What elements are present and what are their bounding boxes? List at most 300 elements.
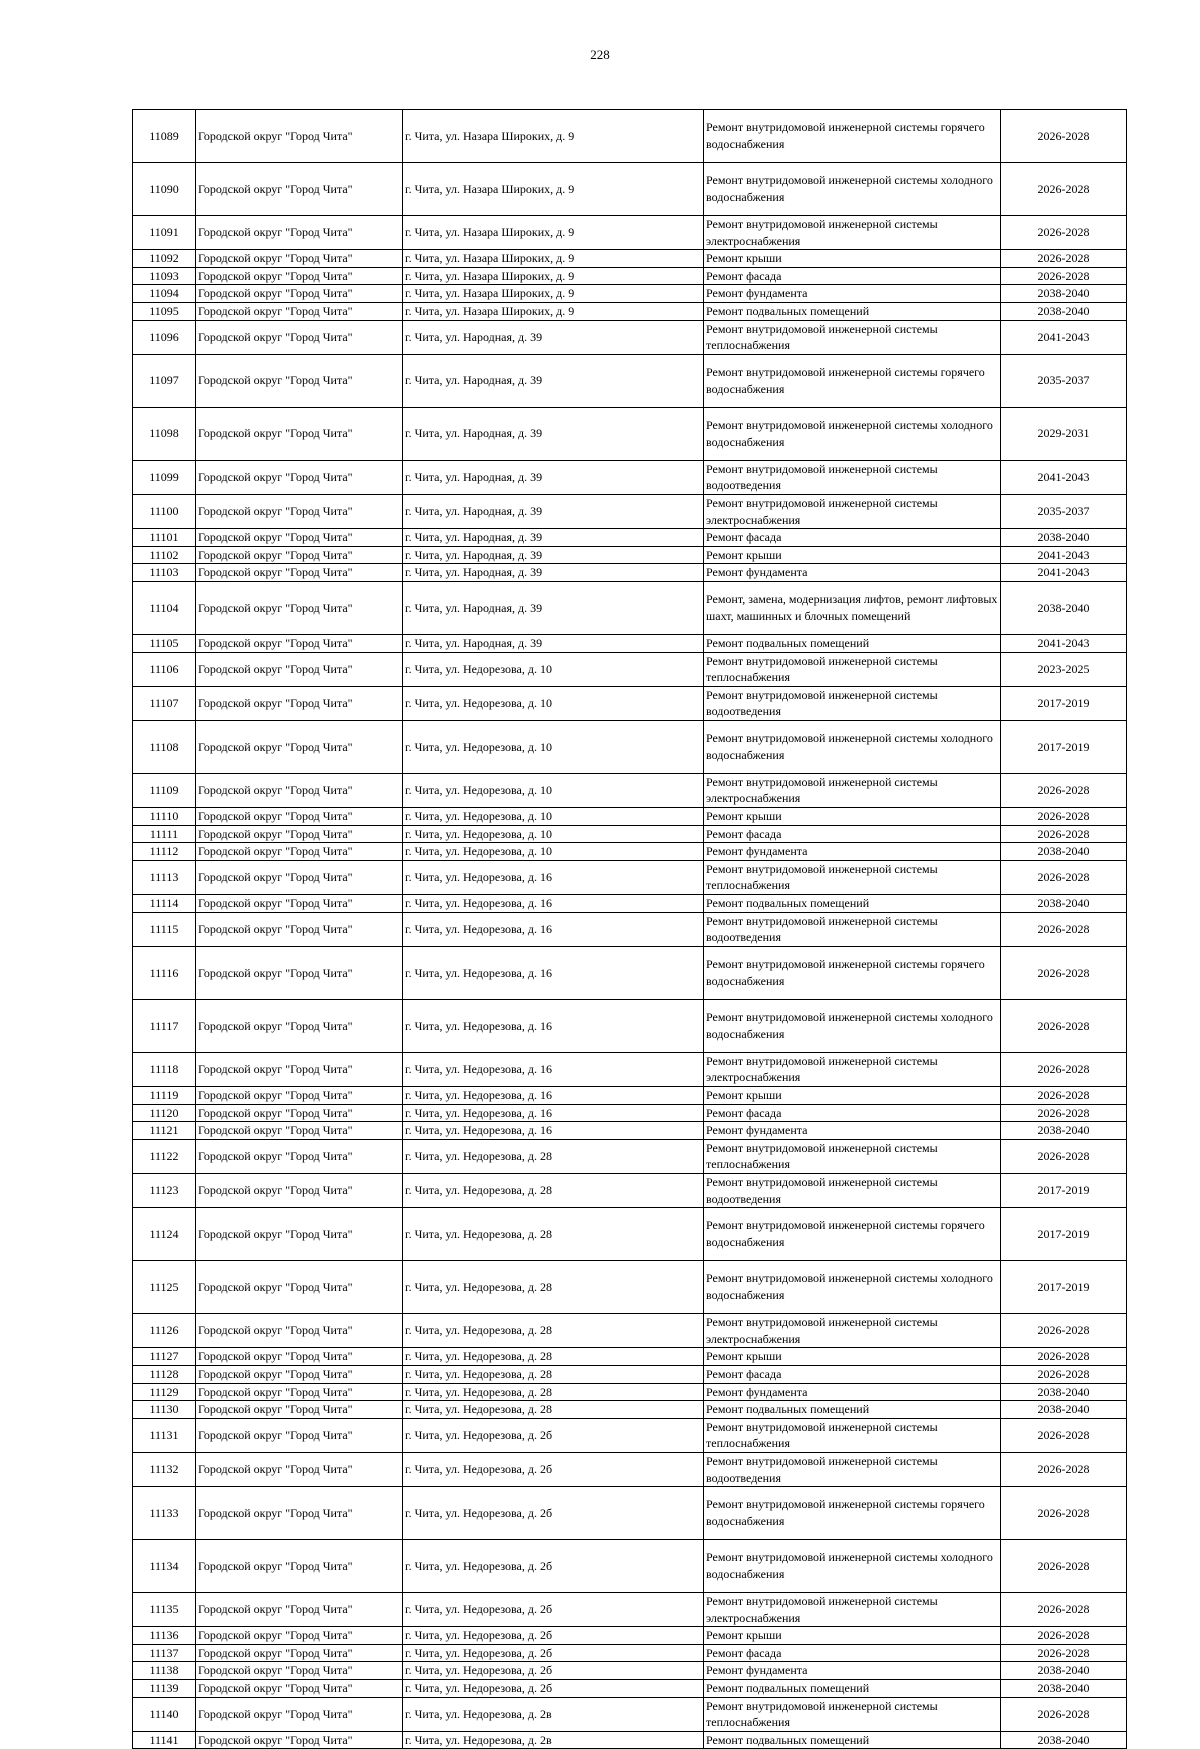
row-number-cell: 11106	[133, 652, 196, 686]
address-cell: г. Чита, ул. Назара Широких, д. 9	[403, 267, 704, 285]
row-number-cell: 11133	[133, 1487, 196, 1540]
municipality-cell: Городской округ "Город Чита"	[196, 808, 403, 826]
work-type-cell: Ремонт фундамента	[704, 285, 1001, 303]
period-cell: 2026-2028	[1001, 1104, 1127, 1122]
municipality-cell: Городской округ "Город Чита"	[196, 686, 403, 720]
address-cell: г. Чита, ул. Недорезова, д. 2в	[403, 1697, 704, 1731]
period-cell: 2038-2040	[1001, 529, 1127, 547]
address-cell: г. Чита, ул. Недорезова, д. 10	[403, 652, 704, 686]
period-cell: 2017-2019	[1001, 686, 1127, 720]
period-cell: 2026-2028	[1001, 1452, 1127, 1486]
work-type-cell: Ремонт фасада	[704, 1644, 1001, 1662]
table-row	[133, 250, 1127, 268]
period-cell: 2017-2019	[1001, 1261, 1127, 1314]
table-row	[133, 1261, 1127, 1314]
table-row	[133, 1593, 1127, 1627]
municipality-cell: Городской округ "Город Чита"	[196, 1401, 403, 1419]
period-cell: 2026-2028	[1001, 825, 1127, 843]
table-row	[133, 1208, 1127, 1261]
municipality-cell: Городской округ "Город Чита"	[196, 1627, 403, 1645]
period-cell: 2026-2028	[1001, 1418, 1127, 1452]
table-row	[133, 267, 1127, 285]
municipality-cell: Городской округ "Город Чита"	[196, 1662, 403, 1680]
work-type-cell: Ремонт внутридомовой инженерной системы горячего водоснабжения	[704, 354, 1001, 407]
table-row	[133, 546, 1127, 564]
table-row	[133, 1697, 1127, 1731]
period-cell: 2026-2028	[1001, 250, 1127, 268]
work-type-cell: Ремонт крыши	[704, 808, 1001, 826]
table-row	[133, 1365, 1127, 1383]
row-number-cell: 11128	[133, 1365, 196, 1383]
table-row	[133, 1122, 1127, 1140]
period-cell: 2038-2040	[1001, 1401, 1127, 1419]
period-cell: 2026-2028	[1001, 1697, 1127, 1731]
row-number-cell: 11137	[133, 1644, 196, 1662]
period-cell: 2026-2028	[1001, 912, 1127, 946]
period-cell: 2017-2019	[1001, 1173, 1127, 1207]
row-number-cell: 11126	[133, 1314, 196, 1348]
period-cell: 2026-2028	[1001, 1052, 1127, 1086]
table-row	[133, 320, 1127, 354]
work-type-cell: Ремонт внутридомовой инженерной системы холодного водоснабжения	[704, 163, 1001, 216]
work-type-cell: Ремонт, замена, модернизация лифтов, ремонт лифтовых шахт, машинных и блочных помещений	[704, 581, 1001, 634]
address-cell: г. Чита, ул. Недорезова, д. 10	[403, 808, 704, 826]
municipality-cell: Городской округ "Город Чита"	[196, 267, 403, 285]
period-cell: 2026-2028	[1001, 1365, 1127, 1383]
period-cell: 2026-2028	[1001, 860, 1127, 894]
row-number-cell: 11134	[133, 1540, 196, 1593]
municipality-cell: Городской округ "Город Чита"	[196, 110, 403, 163]
period-cell: 2038-2040	[1001, 1122, 1127, 1140]
row-number-cell: 11095	[133, 302, 196, 320]
period-cell: 2038-2040	[1001, 1731, 1127, 1749]
table-row	[133, 494, 1127, 528]
address-cell: г. Чита, ул. Недорезова, д. 10	[403, 843, 704, 861]
work-type-cell: Ремонт фасада	[704, 1104, 1001, 1122]
table-row	[133, 1314, 1127, 1348]
address-cell: г. Чита, ул. Назара Широких, д. 9	[403, 250, 704, 268]
work-type-cell: Ремонт внутридомовой инженерной системы электроснабжения	[704, 1052, 1001, 1086]
address-cell: г. Чита, ул. Недорезова, д. 10	[403, 773, 704, 807]
municipality-cell: Городской округ "Город Чита"	[196, 1644, 403, 1662]
period-cell: 2017-2019	[1001, 720, 1127, 773]
period-cell: 2038-2040	[1001, 285, 1127, 303]
address-cell: г. Чита, ул. Недорезова, д. 16	[403, 1052, 704, 1086]
row-number-cell: 11127	[133, 1348, 196, 1366]
row-number-cell: 11136	[133, 1627, 196, 1645]
municipality-cell: Городской округ "Город Чита"	[196, 564, 403, 582]
table-row	[133, 1662, 1127, 1680]
table-row	[133, 1401, 1127, 1419]
municipality-cell: Городской округ "Город Чита"	[196, 634, 403, 652]
municipality-cell: Городской округ "Город Чита"	[196, 773, 403, 807]
period-cell: 2026-2028	[1001, 946, 1127, 999]
work-type-cell: Ремонт фасада	[704, 1365, 1001, 1383]
municipality-cell: Городской округ "Город Чита"	[196, 1139, 403, 1173]
work-type-cell: Ремонт внутридомовой инженерной системы водоотведения	[704, 1452, 1001, 1486]
work-type-cell: Ремонт внутридомовой инженерной системы теплоснабжения	[704, 320, 1001, 354]
address-cell: г. Чита, ул. Народная, д. 39	[403, 564, 704, 582]
address-cell: г. Чита, ул. Недорезова, д. 16	[403, 895, 704, 913]
address-cell: г. Чита, ул. Назара Широких, д. 9	[403, 163, 704, 216]
work-type-cell: Ремонт внутридомовой инженерной системы водоотведения	[704, 686, 1001, 720]
address-cell: г. Чита, ул. Народная, д. 39	[403, 634, 704, 652]
period-cell: 2038-2040	[1001, 581, 1127, 634]
address-cell: г. Чита, ул. Недорезова, д. 16	[403, 912, 704, 946]
row-number-cell: 11101	[133, 529, 196, 547]
municipality-cell: Городской округ "Город Чита"	[196, 460, 403, 494]
municipality-cell: Городской округ "Город Чита"	[196, 1418, 403, 1452]
address-cell: г. Чита, ул. Недорезова, д. 28	[403, 1401, 704, 1419]
work-type-cell: Ремонт крыши	[704, 1627, 1001, 1645]
table-row	[133, 529, 1127, 547]
address-cell: г. Чита, ул. Недорезова, д. 2в	[403, 1731, 704, 1749]
row-number-cell: 11116	[133, 946, 196, 999]
table-row	[133, 581, 1127, 634]
municipality-cell: Городской округ "Город Чита"	[196, 912, 403, 946]
municipality-cell: Городской округ "Город Чита"	[196, 1348, 403, 1366]
table-row	[133, 1627, 1127, 1645]
work-type-cell: Ремонт фундамента	[704, 1122, 1001, 1140]
period-cell: 2041-2043	[1001, 546, 1127, 564]
address-cell: г. Чита, ул. Народная, д. 39	[403, 529, 704, 547]
period-cell: 2026-2028	[1001, 999, 1127, 1052]
table-row	[133, 163, 1127, 216]
work-type-cell: Ремонт внутридомовой инженерной системы электроснабжения	[704, 1593, 1001, 1627]
address-cell: г. Чита, ул. Недорезова, д. 2б	[403, 1644, 704, 1662]
work-type-cell: Ремонт крыши	[704, 250, 1001, 268]
row-number-cell: 11110	[133, 808, 196, 826]
row-number-cell: 11096	[133, 320, 196, 354]
table-row	[133, 999, 1127, 1052]
municipality-cell: Городской округ "Город Чита"	[196, 1052, 403, 1086]
period-cell: 2041-2043	[1001, 634, 1127, 652]
address-cell: г. Чита, ул. Недорезова, д. 10	[403, 720, 704, 773]
address-cell: г. Чита, ул. Недорезова, д. 16	[403, 999, 704, 1052]
work-type-cell: Ремонт внутридомовой инженерной системы водоотведения	[704, 460, 1001, 494]
municipality-cell: Городской округ "Город Чита"	[196, 825, 403, 843]
address-cell: г. Чита, ул. Недорезова, д. 10	[403, 686, 704, 720]
row-number-cell: 11123	[133, 1173, 196, 1207]
row-number-cell: 11111	[133, 825, 196, 843]
row-number-cell: 11104	[133, 581, 196, 634]
address-cell: г. Чита, ул. Народная, д. 39	[403, 494, 704, 528]
address-cell: г. Чита, ул. Назара Широких, д. 9	[403, 302, 704, 320]
row-number-cell: 11114	[133, 895, 196, 913]
address-cell: г. Чита, ул. Недорезова, д. 2б	[403, 1680, 704, 1698]
table-row	[133, 1644, 1127, 1662]
row-number-cell: 11129	[133, 1383, 196, 1401]
period-cell: 2026-2028	[1001, 1087, 1127, 1105]
municipality-cell: Городской округ "Город Чита"	[196, 354, 403, 407]
table-row	[133, 1348, 1127, 1366]
period-cell: 2026-2028	[1001, 163, 1127, 216]
work-type-cell: Ремонт подвальных помещений	[704, 1680, 1001, 1698]
row-number-cell: 11135	[133, 1593, 196, 1627]
table-row	[133, 216, 1127, 250]
municipality-cell: Городской округ "Город Чита"	[196, 860, 403, 894]
row-number-cell: 11090	[133, 163, 196, 216]
address-cell: г. Чита, ул. Недорезова, д. 2б	[403, 1418, 704, 1452]
work-type-cell: Ремонт внутридомовой инженерной системы теплоснабжения	[704, 1418, 1001, 1452]
work-type-cell: Ремонт крыши	[704, 1348, 1001, 1366]
table-row	[133, 1139, 1127, 1173]
table-row	[133, 285, 1127, 303]
municipality-cell: Городской округ "Город Чита"	[196, 1173, 403, 1207]
work-type-cell: Ремонт внутридомовой инженерной системы холодного водоснабжения	[704, 999, 1001, 1052]
municipality-cell: Городской округ "Город Чита"	[196, 1731, 403, 1749]
address-cell: г. Чита, ул. Народная, д. 39	[403, 354, 704, 407]
municipality-cell: Городской округ "Город Чита"	[196, 1365, 403, 1383]
work-type-cell: Ремонт подвальных помещений	[704, 634, 1001, 652]
row-number-cell: 11120	[133, 1104, 196, 1122]
address-cell: г. Чита, ул. Недорезова, д. 2б	[403, 1540, 704, 1593]
municipality-cell: Городской округ "Город Чита"	[196, 407, 403, 460]
work-type-cell: Ремонт внутридомовой инженерной системы электроснабжения	[704, 1314, 1001, 1348]
work-type-cell: Ремонт внутридомовой инженерной системы водоотведения	[704, 1173, 1001, 1207]
address-cell: г. Чита, ул. Недорезова, д. 28	[403, 1139, 704, 1173]
table-row	[133, 1452, 1127, 1486]
work-type-cell: Ремонт крыши	[704, 1087, 1001, 1105]
address-cell: г. Чита, ул. Недорезова, д. 2б	[403, 1662, 704, 1680]
municipality-cell: Городской округ "Город Чита"	[196, 302, 403, 320]
address-cell: г. Чита, ул. Назара Широких, д. 9	[403, 285, 704, 303]
address-cell: г. Чита, ул. Недорезова, д. 28	[403, 1348, 704, 1366]
row-number-cell: 11115	[133, 912, 196, 946]
table-row	[133, 825, 1127, 843]
address-cell: г. Чита, ул. Народная, д. 39	[403, 546, 704, 564]
period-cell: 2026-2028	[1001, 1627, 1127, 1645]
municipality-cell: Городской округ "Город Чита"	[196, 1452, 403, 1486]
work-type-cell: Ремонт фундамента	[704, 843, 1001, 861]
row-number-cell: 11089	[133, 110, 196, 163]
address-cell: г. Чита, ул. Народная, д. 39	[403, 581, 704, 634]
row-number-cell: 11139	[133, 1680, 196, 1698]
work-type-cell: Ремонт внутридомовой инженерной системы электроснабжения	[704, 216, 1001, 250]
address-cell: г. Чита, ул. Недорезова, д. 16	[403, 946, 704, 999]
work-type-cell: Ремонт внутридомовой инженерной системы холодного водоснабжения	[704, 1261, 1001, 1314]
period-cell: 2035-2037	[1001, 354, 1127, 407]
municipality-cell: Городской округ "Город Чита"	[196, 1087, 403, 1105]
municipality-cell: Городской округ "Город Чита"	[196, 843, 403, 861]
row-number-cell: 11140	[133, 1697, 196, 1731]
row-number-cell: 11097	[133, 354, 196, 407]
address-cell: г. Чита, ул. Назара Широких, д. 9	[403, 216, 704, 250]
municipality-cell: Городской округ "Город Чита"	[196, 1680, 403, 1698]
work-type-cell: Ремонт внутридомовой инженерной системы горячего водоснабжения	[704, 1487, 1001, 1540]
work-type-cell: Ремонт крыши	[704, 546, 1001, 564]
municipality-cell: Городской округ "Город Чита"	[196, 1261, 403, 1314]
row-number-cell: 11118	[133, 1052, 196, 1086]
municipality-cell: Городской округ "Город Чита"	[196, 581, 403, 634]
period-cell: 2038-2040	[1001, 1383, 1127, 1401]
municipality-cell: Городской округ "Город Чита"	[196, 1208, 403, 1261]
work-type-cell: Ремонт фундамента	[704, 564, 1001, 582]
period-cell: 2041-2043	[1001, 460, 1127, 494]
address-cell: г. Чита, ул. Народная, д. 39	[403, 407, 704, 460]
row-number-cell: 11132	[133, 1452, 196, 1486]
table-row	[133, 1540, 1127, 1593]
municipality-cell: Городской округ "Город Чита"	[196, 1487, 403, 1540]
row-number-cell: 11117	[133, 999, 196, 1052]
row-number-cell: 11122	[133, 1139, 196, 1173]
period-cell: 2026-2028	[1001, 110, 1127, 163]
row-number-cell: 11109	[133, 773, 196, 807]
work-type-cell: Ремонт подвальных помещений	[704, 895, 1001, 913]
work-type-cell: Ремонт внутридомовой инженерной системы электроснабжения	[704, 773, 1001, 807]
table-row	[133, 1731, 1127, 1749]
work-type-cell: Ремонт внутридомовой инженерной системы холодного водоснабжения	[704, 720, 1001, 773]
address-cell: г. Чита, ул. Назара Широких, д. 9	[403, 110, 704, 163]
work-type-cell: Ремонт внутридомовой инженерной системы горячего водоснабжения	[704, 1208, 1001, 1261]
work-type-cell: Ремонт подвальных помещений	[704, 1731, 1001, 1749]
address-cell: г. Чита, ул. Недорезова, д. 28	[403, 1383, 704, 1401]
row-number-cell: 11091	[133, 216, 196, 250]
work-type-cell: Ремонт внутридомовой инженерной системы электроснабжения	[704, 494, 1001, 528]
municipality-cell: Городской округ "Город Чита"	[196, 250, 403, 268]
address-cell: г. Чита, ул. Недорезова, д. 2б	[403, 1487, 704, 1540]
registry-table	[132, 109, 1127, 1749]
municipality-cell: Городской округ "Город Чита"	[196, 529, 403, 547]
municipality-cell: Городской округ "Город Чита"	[196, 999, 403, 1052]
row-number-cell: 11130	[133, 1401, 196, 1419]
work-type-cell: Ремонт фасада	[704, 825, 1001, 843]
period-cell: 2026-2028	[1001, 1593, 1127, 1627]
row-number-cell: 11119	[133, 1087, 196, 1105]
address-cell: г. Чита, ул. Недорезова, д. 10	[403, 825, 704, 843]
period-cell: 2041-2043	[1001, 320, 1127, 354]
period-cell: 2026-2028	[1001, 1487, 1127, 1540]
period-cell: 2041-2043	[1001, 564, 1127, 582]
row-number-cell: 11102	[133, 546, 196, 564]
address-cell: г. Чита, ул. Недорезова, д. 28	[403, 1365, 704, 1383]
work-type-cell: Ремонт фундамента	[704, 1662, 1001, 1680]
period-cell: 2026-2028	[1001, 1644, 1127, 1662]
row-number-cell: 11094	[133, 285, 196, 303]
page-number: 228	[590, 47, 610, 62]
row-number-cell: 11125	[133, 1261, 196, 1314]
address-cell: г. Чита, ул. Недорезова, д. 16	[403, 1122, 704, 1140]
municipality-cell: Городской округ "Город Чита"	[196, 652, 403, 686]
municipality-cell: Городской округ "Город Чита"	[196, 1593, 403, 1627]
municipality-cell: Городской округ "Город Чита"	[196, 895, 403, 913]
row-number-cell: 11092	[133, 250, 196, 268]
municipality-cell: Городской округ "Город Чита"	[196, 1697, 403, 1731]
address-cell: г. Чита, ул. Недорезова, д. 2б	[403, 1593, 704, 1627]
address-cell: г. Чита, ул. Недорезова, д. 28	[403, 1314, 704, 1348]
period-cell: 2026-2028	[1001, 1540, 1127, 1593]
table-row	[133, 773, 1127, 807]
period-cell: 2038-2040	[1001, 895, 1127, 913]
row-number-cell: 11108	[133, 720, 196, 773]
address-cell: г. Чита, ул. Недорезова, д. 16	[403, 1104, 704, 1122]
table-row	[133, 895, 1127, 913]
row-number-cell: 11093	[133, 267, 196, 285]
row-number-cell: 11141	[133, 1731, 196, 1749]
period-cell: 2026-2028	[1001, 1348, 1127, 1366]
period-cell: 2038-2040	[1001, 1662, 1127, 1680]
table-row	[133, 1487, 1127, 1540]
table-row	[133, 407, 1127, 460]
period-cell: 2026-2028	[1001, 216, 1127, 250]
table-row	[133, 720, 1127, 773]
work-type-cell: Ремонт фундамента	[704, 1383, 1001, 1401]
municipality-cell: Городской округ "Город Чита"	[196, 494, 403, 528]
row-number-cell: 11098	[133, 407, 196, 460]
registry-table-body	[133, 110, 1127, 1749]
address-cell: г. Чита, ул. Недорезова, д. 16	[403, 860, 704, 894]
municipality-cell: Городской округ "Город Чита"	[196, 285, 403, 303]
work-type-cell: Ремонт внутридомовой инженерной системы холодного водоснабжения	[704, 407, 1001, 460]
work-type-cell: Ремонт фасада	[704, 267, 1001, 285]
period-cell: 2029-2031	[1001, 407, 1127, 460]
period-cell: 2026-2028	[1001, 267, 1127, 285]
table-row	[133, 634, 1127, 652]
table-row	[133, 1173, 1127, 1207]
row-number-cell: 11112	[133, 843, 196, 861]
municipality-cell: Городской округ "Город Чита"	[196, 1540, 403, 1593]
period-cell: 2017-2019	[1001, 1208, 1127, 1261]
row-number-cell: 11131	[133, 1418, 196, 1452]
work-type-cell: Ремонт внутридомовой инженерной системы водоотведения	[704, 912, 1001, 946]
table-row	[133, 564, 1127, 582]
address-cell: г. Чита, ул. Недорезова, д. 16	[403, 1087, 704, 1105]
work-type-cell: Ремонт внутридомовой инженерной системы горячего водоснабжения	[704, 110, 1001, 163]
row-number-cell: 11099	[133, 460, 196, 494]
address-cell: г. Чита, ул. Недорезова, д. 28	[403, 1261, 704, 1314]
table-row	[133, 652, 1127, 686]
table-row	[133, 1383, 1127, 1401]
municipality-cell: Городской округ "Город Чита"	[196, 546, 403, 564]
municipality-cell: Городской округ "Город Чита"	[196, 216, 403, 250]
work-type-cell: Ремонт внутридомовой инженерной системы горячего водоснабжения	[704, 946, 1001, 999]
work-type-cell: Ремонт внутридомовой инженерной системы теплоснабжения	[704, 860, 1001, 894]
address-cell: г. Чита, ул. Народная, д. 39	[403, 460, 704, 494]
municipality-cell: Городской округ "Город Чита"	[196, 320, 403, 354]
work-type-cell: Ремонт подвальных помещений	[704, 302, 1001, 320]
table-row	[133, 1104, 1127, 1122]
row-number-cell: 11124	[133, 1208, 196, 1261]
period-cell: 2026-2028	[1001, 1139, 1127, 1173]
municipality-cell: Городской округ "Город Чита"	[196, 1122, 403, 1140]
row-number-cell: 11100	[133, 494, 196, 528]
row-number-cell: 11113	[133, 860, 196, 894]
municipality-cell: Городской округ "Город Чита"	[196, 1314, 403, 1348]
period-cell: 2026-2028	[1001, 808, 1127, 826]
address-cell: г. Чита, ул. Недорезова, д. 28	[403, 1173, 704, 1207]
table-row	[133, 843, 1127, 861]
work-type-cell: Ремонт внутридомовой инженерной системы теплоснабжения	[704, 1139, 1001, 1173]
table-row	[133, 808, 1127, 826]
municipality-cell: Городской округ "Город Чита"	[196, 1104, 403, 1122]
table-row	[133, 354, 1127, 407]
table-row	[133, 1680, 1127, 1698]
work-type-cell: Ремонт внутридомовой инженерной системы холодного водоснабжения	[704, 1540, 1001, 1593]
municipality-cell: Городской округ "Город Чита"	[196, 1383, 403, 1401]
address-cell: г. Чита, ул. Недорезова, д. 2б	[403, 1452, 704, 1486]
municipality-cell: Городской округ "Город Чита"	[196, 163, 403, 216]
table-row	[133, 912, 1127, 946]
table-row	[133, 460, 1127, 494]
period-cell: 2038-2040	[1001, 843, 1127, 861]
row-number-cell: 11138	[133, 1662, 196, 1680]
period-cell: 2026-2028	[1001, 1314, 1127, 1348]
row-number-cell: 11103	[133, 564, 196, 582]
table-row	[133, 946, 1127, 999]
table-row	[133, 302, 1127, 320]
period-cell: 2038-2040	[1001, 302, 1127, 320]
work-type-cell: Ремонт внутридомовой инженерной системы теплоснабжения	[704, 1697, 1001, 1731]
